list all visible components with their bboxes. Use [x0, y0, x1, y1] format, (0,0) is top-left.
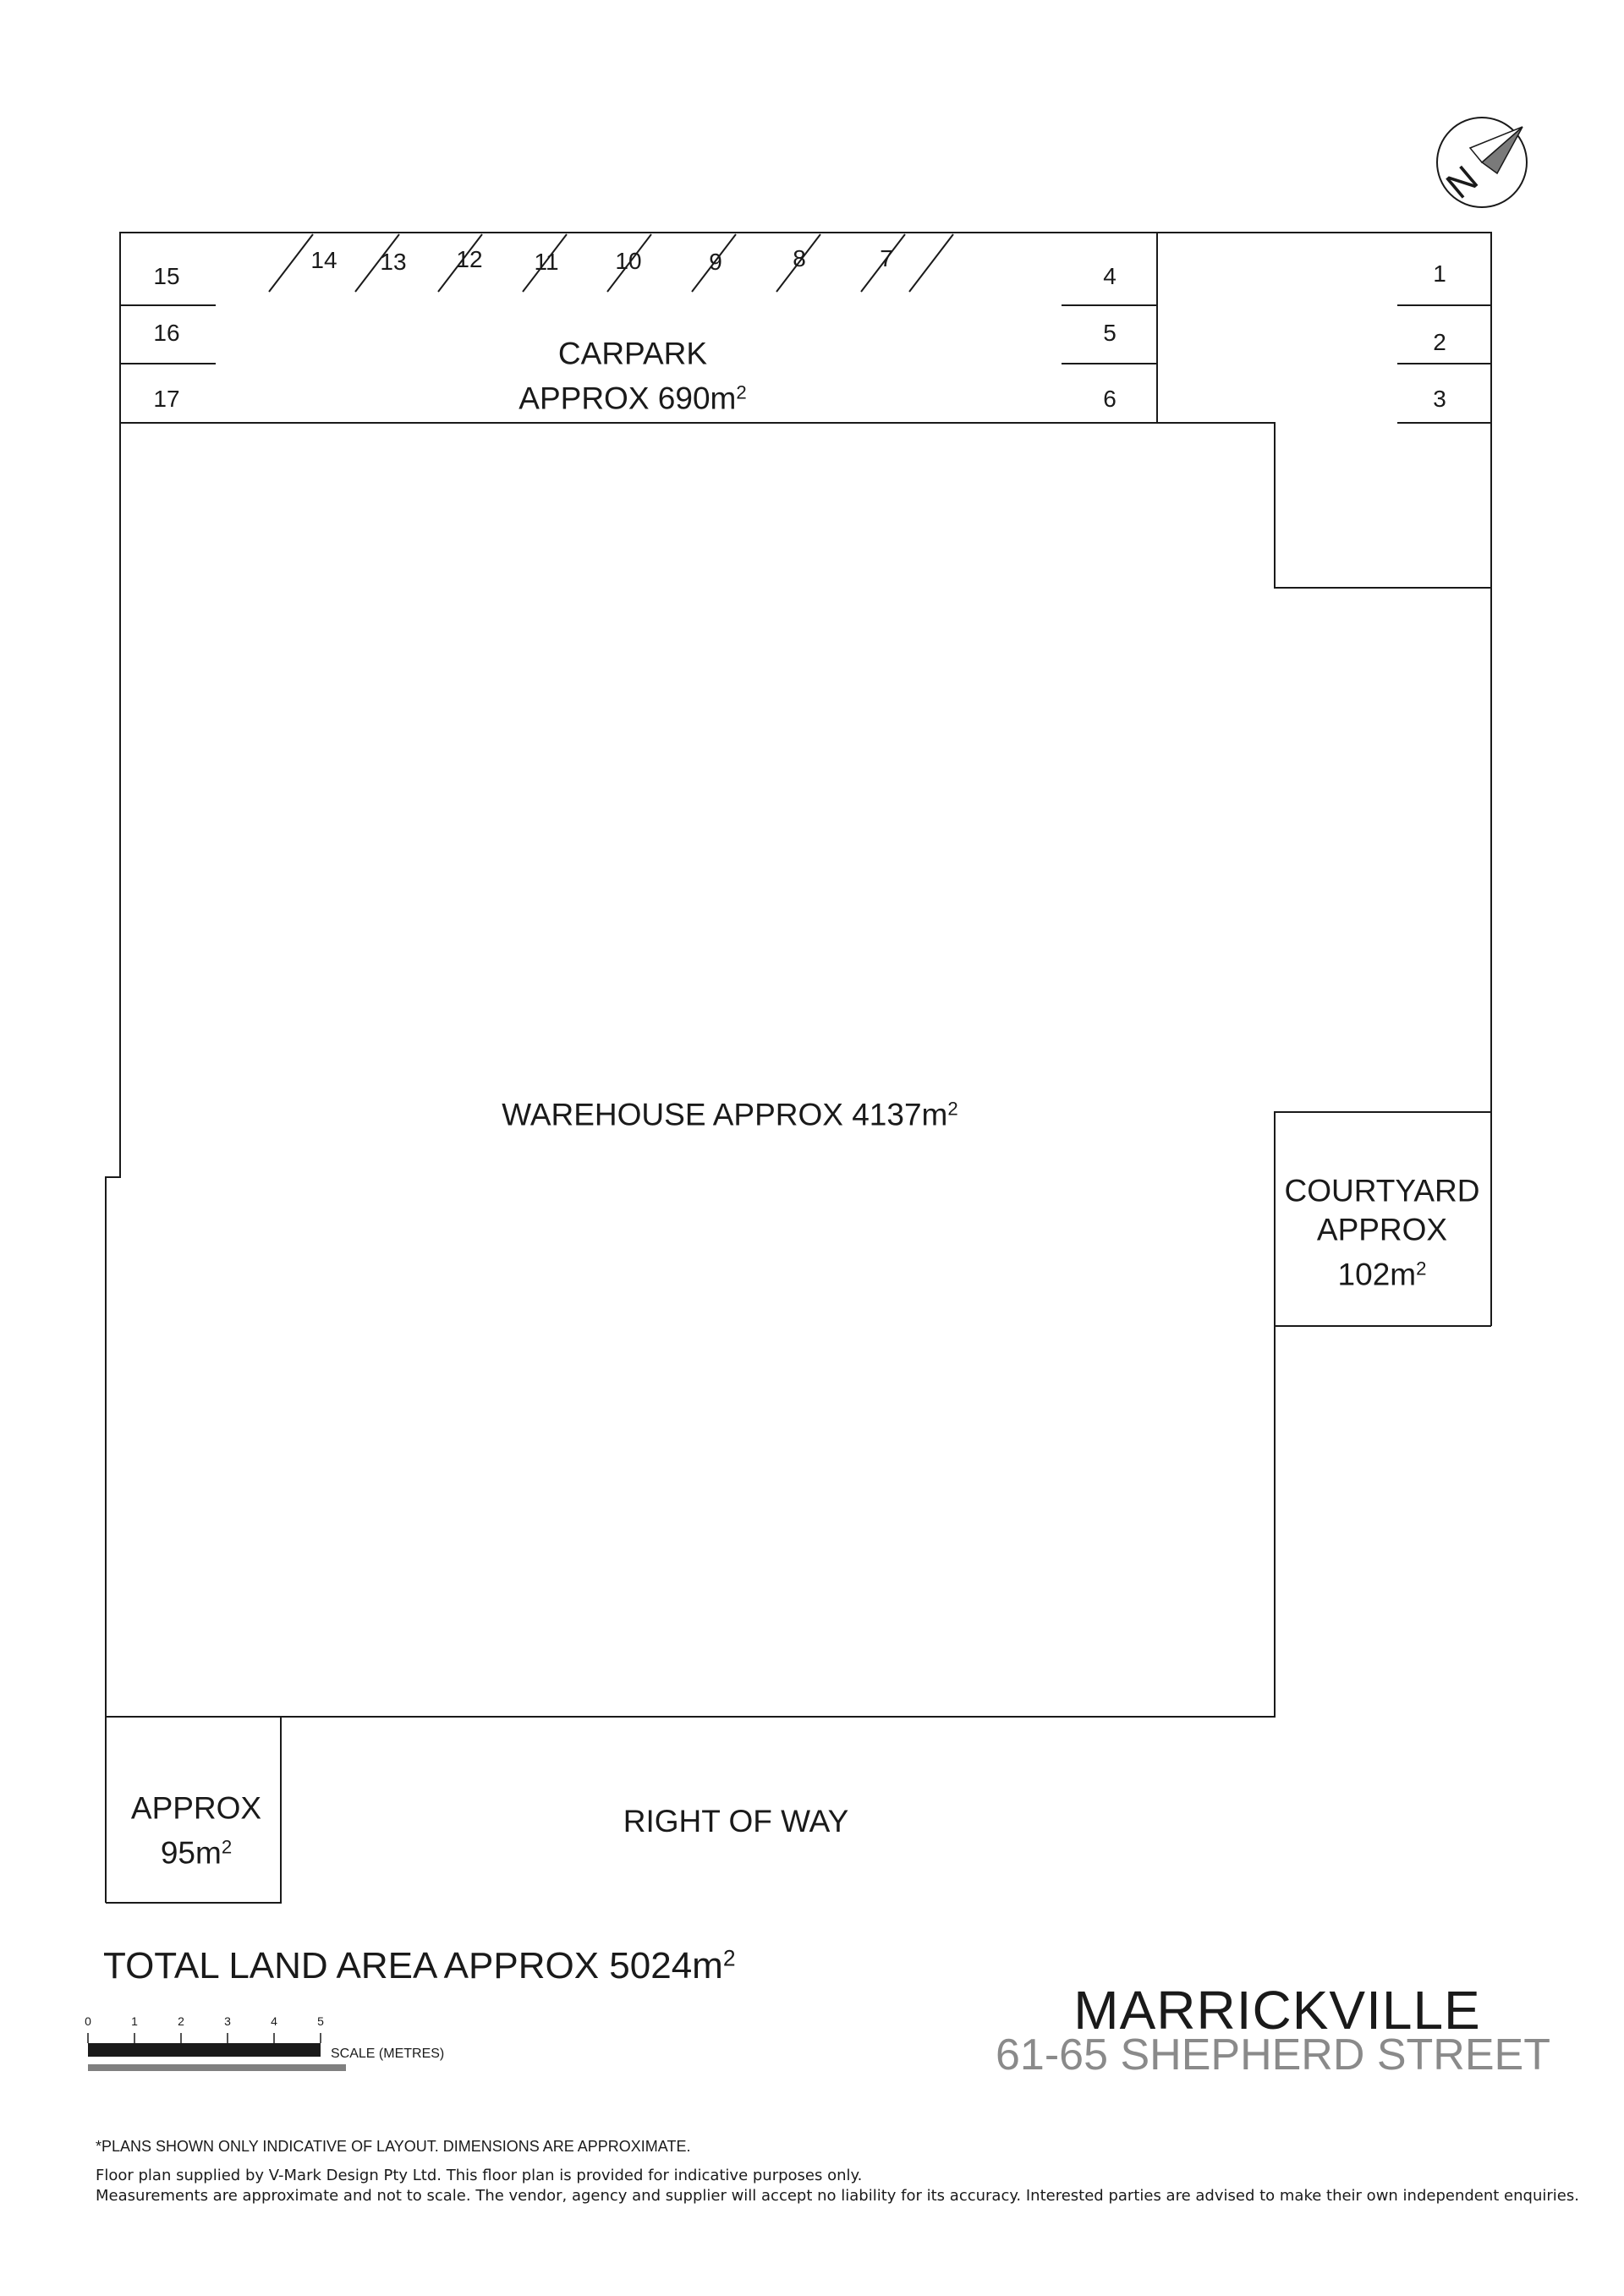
disclaimer-line-3: Measurements are approximate and not to scale. The vendor, agency and supplier will accept no liability for its accuracy. Interested parties are advised to make their own independent enquiries.: [96, 2187, 1579, 2205]
scale-tick-1: 1: [131, 2014, 138, 2028]
angled-space-divider: [269, 234, 313, 292]
total-land-area-text: TOTAL LAND AREA APPROX 5024m: [103, 1945, 723, 1986]
space-11: 11: [534, 249, 559, 275]
space-4: 4: [1103, 263, 1116, 289]
space-5: 5: [1103, 320, 1116, 346]
scale-label: SCALE (METRES): [331, 2047, 445, 2061]
disclaimer-line-1: *PLANS SHOWN ONLY INDICATIVE OF LAYOUT. DIMENSIONS ARE APPROXIMATE.: [96, 2138, 691, 2155]
space-7: 7: [880, 245, 893, 271]
courtyard-label-line1: COURTYARD: [1284, 1173, 1480, 1208]
street-address: 61-65 SHEPHERD STREET: [996, 2030, 1550, 2080]
small-area-unit-sup: 2: [221, 1836, 233, 1858]
warehouse-top-wall: [120, 423, 1491, 588]
space-16: 16: [153, 320, 180, 346]
total-land-area-unit-sup: 2: [722, 1945, 736, 1971]
courtyard-area: 102m: [1337, 1257, 1417, 1292]
right-of-way-label: RIGHT OF WAY: [623, 1804, 849, 1838]
carpark-area: APPROX 690m: [518, 381, 737, 416]
disclaimer-line-2: Floor plan supplied by V-Mark Design Pty Ltd. This floor plan is provided for indicative purposes only.: [96, 2167, 863, 2184]
scale-bar: [88, 2033, 346, 2071]
space-14: 14: [310, 247, 337, 273]
space-17: 17: [153, 386, 180, 412]
space-13: 13: [380, 249, 407, 275]
warehouse-area: WAREHOUSE APPROX 4137m: [502, 1097, 948, 1132]
courtyard-label: [1285, 1171, 1480, 1294]
space-8: 8: [793, 245, 806, 271]
space-15: 15: [153, 263, 180, 289]
total-land-area: [103, 1945, 736, 1987]
small-area-label: [131, 1789, 261, 1872]
warehouse-left-wall: [106, 423, 120, 1903]
small-area-area: 95m: [160, 1835, 222, 1871]
scale-tick-5: 5: [317, 2014, 324, 2028]
space-6: 6: [1103, 386, 1116, 412]
space-3: 3: [1433, 386, 1446, 412]
small-area-label-line2: [131, 1827, 261, 1872]
small-area-label-line1: APPROX: [130, 1790, 262, 1826]
space-9: 9: [709, 249, 722, 275]
space-2: 2: [1433, 329, 1446, 355]
space-10: 10: [615, 248, 642, 274]
space-12: 12: [456, 246, 483, 272]
space-1: 1: [1433, 260, 1446, 287]
warehouse-label: [502, 1089, 957, 1134]
angled-space-divider: [909, 234, 953, 292]
courtyard-label-line2: APPROX: [1316, 1212, 1448, 1247]
carpark-label: [518, 334, 746, 418]
warehouse-area-unit-sup: 2: [947, 1098, 958, 1120]
scale-tick-0: 0: [85, 2014, 91, 2028]
scale-tick-2: 2: [178, 2014, 184, 2028]
north-label: N: [1438, 157, 1486, 207]
carpark-boundary: [120, 233, 1491, 588]
carpark-label-line1: CARPARK: [557, 336, 708, 371]
carpark-label-line2: [518, 373, 746, 418]
carpark-area-unit-sup: 2: [736, 381, 747, 403]
suburb-title: MARRICKVILLE: [1073, 1980, 1481, 2041]
scale-tick-4: 4: [271, 2014, 277, 2028]
courtyard-area-unit-sup: 2: [1416, 1258, 1427, 1280]
warehouse-right-wall: [106, 1326, 1275, 1717]
scale-tick-3: 3: [224, 2014, 231, 2028]
courtyard-label-line3: [1285, 1249, 1480, 1294]
